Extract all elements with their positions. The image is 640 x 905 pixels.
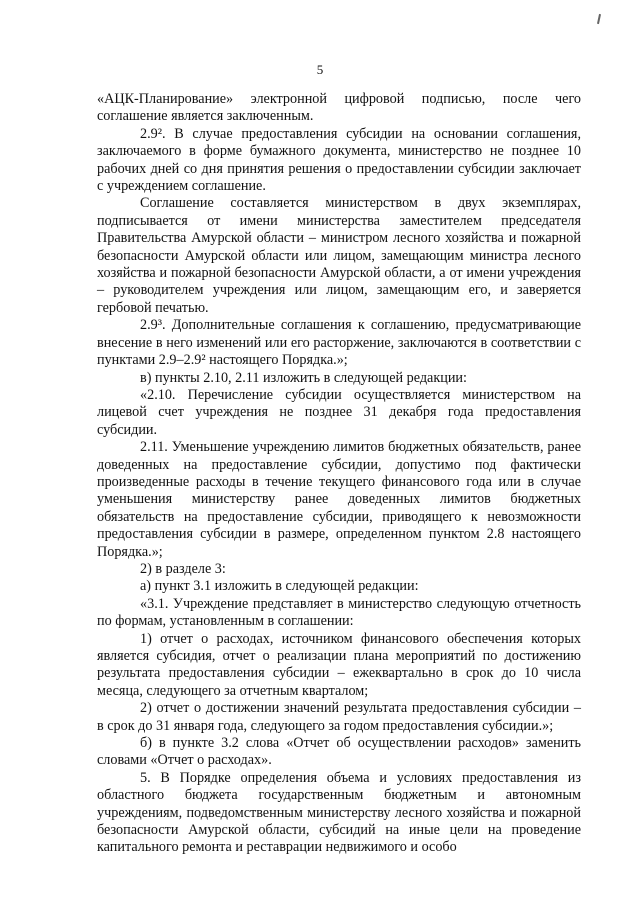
paragraph: «АЦК-Планирование» электронной цифровой подписью, после чего соглашение является заключенным. (97, 91, 581, 125)
paragraph: а) пункт 3.1 изложить в следующей редакции: (140, 578, 419, 595)
paragraph: б) в пункте 3.2 слова «Отчет об осуществлении расходов» заменить словами «Отчет о расходах». (97, 735, 581, 769)
paragraph: 2.9³. Дополнительные соглашения к соглашению, предусматривающие внесение в него изменений или его расторжение, заключаются в соответствии с пунктами 2.9–2.9² настоящего Порядка.»; (97, 317, 581, 369)
paragraph: 2) отчет о достижении значений результата предоставления субсидии – в срок до 31 января года, следующего за годом предоставления субсидии.»; (97, 700, 581, 734)
paragraph: «3.1. Учреждение представляет в министерство следующую отчетность по формам, установленным в соглашении: (97, 595, 581, 630)
page-number: 5 (316, 62, 324, 77)
paragraph: 2) в разделе 3: (140, 560, 226, 577)
paragraph: «2.10. Перечисление субсидии осуществляется министерством на лицевой счет учреждения не позднее 31 декабря года предоставления субсидии. (97, 386, 581, 438)
paragraph: 2.11. Уменьшение учреждению лимитов бюджетных обязательств, ранее доведенных на предоставление субсидии, допустимо под фактически произведенные расходы в течение текущего финансового года или в случае уменьшения министерству ранее доведенных лимитов бюджетных обязательств на предоставление субсидии, приводящего к невозможности предоставления субсидии в размере, определенном пунктом 2.8 настоящего Порядка.»; (97, 439, 581, 560)
paragraph: Соглашение составляется министерством в двух экземплярах, подписывается от имени министерства заместителем председателя Правительства Амурской области – министром лесного хозяйства и пожарной безопасности Амурской области или лицом, замещающим министра лесного хозяйства и пожарной безопасности Амурской области, а от имени учреждения – руководителем учреждения или лицом, замещающим его, и заверяется гербовой печатью. (97, 195, 581, 316)
document-body (97, 91, 581, 857)
paragraph: в) пункты 2.10, 2.11 изложить в следующей редакции: (140, 369, 467, 386)
paragraph: 2.9². В случае предоставления субсидии на основании соглашения, заключаемого в форме бумажного документа, министерство не позднее 10 рабочих дней со дня принятия решения о предоставлении субсидии заключает с учреждением соглашение. (97, 125, 581, 195)
scan-mark (597, 14, 601, 24)
paragraph: 5. В Порядке определения объема и условиях предоставления из областного бюджета государственным бюджетным и автономным учреждениям, подведомственным министерству лесного хозяйства и пожарной безопасности Амурской области, субсидий на иные цели на проведение капитального ремонта и реставрации недвижимого и особо (97, 769, 581, 856)
paragraph: 1) отчет о расходах, источником финансового обеспечения которых является субсидия, отчет о реализации плана мероприятий по достижению результата предоставления субсидии – ежеквартально в срок до 10 числа месяца, следующего за отчетным кварталом; (97, 630, 581, 699)
